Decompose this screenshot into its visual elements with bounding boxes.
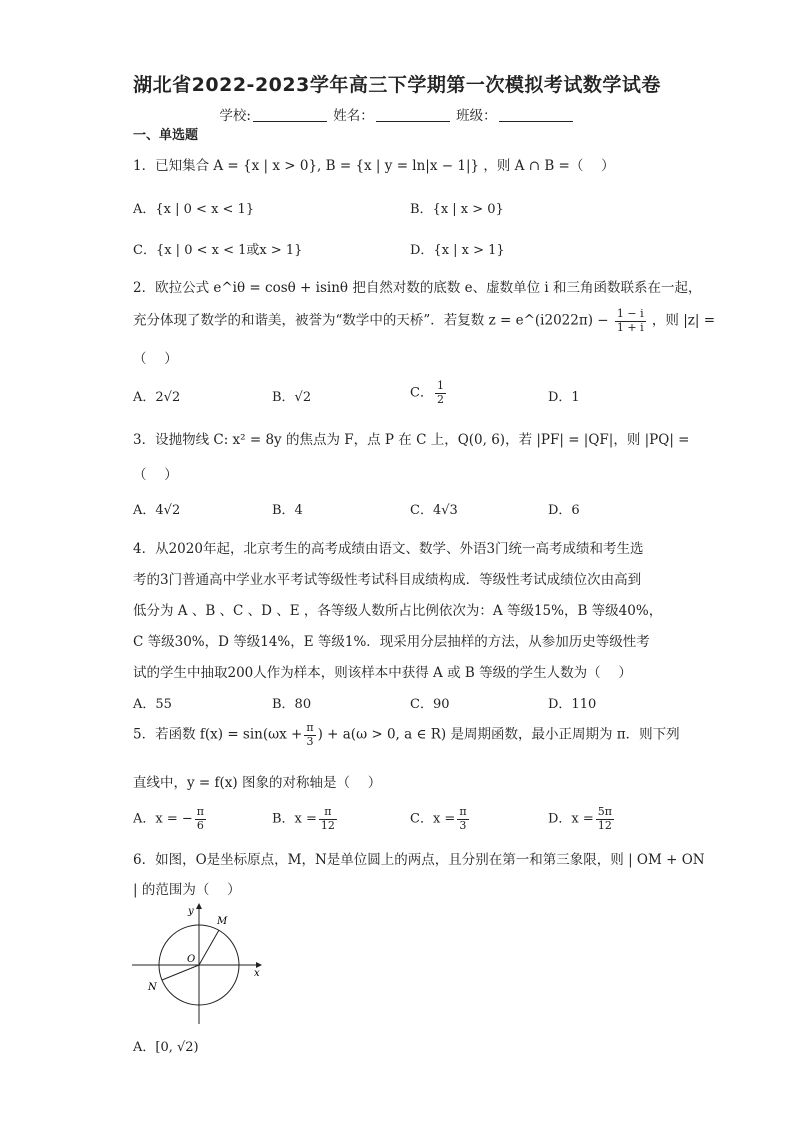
q5-frac-den: 3	[306, 734, 314, 748]
q5-b-label: B．x =	[272, 811, 317, 827]
y-axis-arrow	[196, 903, 202, 909]
q2-paren: （ ）	[133, 351, 178, 367]
page-title: 湖北省2022-2023学年高三下学期第一次模拟考试数学试卷	[133, 74, 661, 96]
q5-c-frac	[457, 806, 468, 832]
q5-line1-text: 5．若函数 f(x) = sin(ωx +	[133, 726, 303, 743]
q4-option-d: D．110	[548, 697, 597, 712]
q5-b-den: 12	[320, 818, 335, 832]
q5-c-den: 3	[459, 818, 467, 832]
q5-b-num: π	[319, 806, 337, 820]
q4-option-c: C．90	[410, 697, 450, 712]
q5-line2: 直线中，y = f(x) 图象的对称轴是（ ）	[133, 775, 382, 791]
q2-line2-tail: ，则 |z| =	[651, 312, 716, 329]
point-n-label: N	[148, 982, 157, 993]
q3-paren: （ ）	[133, 467, 178, 483]
q5-line1-tail: ) + a(ω > 0, a ∈ R) 是周期函数，最小正周期为 π．则下列	[317, 726, 680, 743]
q2-option-b: B．√2	[272, 390, 312, 405]
q5-d-label: D．x =	[548, 811, 594, 827]
q5-option-b	[272, 806, 339, 832]
q3-option-b: B．4	[272, 503, 303, 518]
q4-line4: C 等级30%，D 等级14%，E 等级1%．现采用分层抽样的方法，从参加历史等级性考	[133, 634, 650, 650]
point-m-label: M	[217, 916, 228, 927]
q2-c-num: 1	[436, 379, 444, 392]
q1-option-a: A．{x | 0 < x < 1}	[133, 202, 255, 217]
q5-option-c	[410, 806, 471, 832]
q5-option-d	[548, 806, 616, 832]
q1-stem: 1．已知集合 A = {x | x > 0}, B = {x | y = ln|x − 1|} ，则 A ∩ B =（ ）	[133, 158, 615, 174]
q5-b-frac	[319, 806, 337, 832]
unit-circle-figure	[130, 900, 266, 1030]
q2-line1: 2．欧拉公式 e^iθ = cosθ + isinθ 把自然对数的底数 e、虚数单位 i 和三角函数联系在一起，	[133, 280, 702, 296]
q5-a-frac	[195, 806, 206, 832]
q2-frac-den: 1 + i	[616, 320, 644, 334]
q5-d-num: 5π	[597, 805, 613, 818]
q3-option-d: D．6	[548, 503, 580, 518]
section-heading: 一、单选题	[133, 128, 199, 143]
segment-om	[199, 930, 219, 965]
q5-option-a	[133, 806, 208, 832]
q5-fraction	[304, 722, 315, 748]
q1-option-c: C．{x | 0 < x < 1或x > 1}	[133, 243, 303, 258]
q6-option-a: A．[0, √2)	[133, 1040, 199, 1055]
q4-line1: 4．从2020年起，北京考生的高考成绩由语文、数学、外语3门统一高考成绩和考生选	[133, 541, 644, 557]
q3-option-c: C．4√3	[410, 503, 458, 518]
q5-c-num: π	[459, 805, 467, 818]
q6-line2: | 的范围为（ ）	[133, 882, 241, 898]
class-blank[interactable]	[499, 107, 573, 122]
origin-label: O	[187, 954, 196, 965]
class-label: 班级：	[456, 108, 497, 124]
name-label: 姓名：	[333, 108, 374, 124]
segment-on	[162, 965, 199, 980]
q4-line5: 试的学生中抽取200人作为样本，则该样本中获得 A 或 B 等级的学生人数为（ ）	[133, 665, 632, 681]
q4-line2: 考的3门普通高中学业水平考试等级性考试科目成绩构成．等级性考试成绩位次由高到	[133, 572, 642, 588]
name-blank[interactable]	[376, 107, 450, 122]
q5-c-label: C．x =	[410, 811, 456, 827]
school-label: 学校:	[219, 108, 251, 124]
q5-a-label: A．x = −	[133, 811, 193, 827]
q2-option-c-label: C．	[410, 385, 433, 401]
q5-line1	[133, 722, 680, 748]
school-blank[interactable]	[253, 107, 327, 122]
q2-fraction	[615, 308, 646, 334]
q5-d-den: 12	[597, 818, 612, 832]
q2-line2	[133, 308, 715, 334]
q2-c-den: 2	[436, 392, 444, 406]
q4-option-b: B．80	[272, 697, 312, 712]
q2-frac-num: 1 − i	[616, 307, 644, 320]
q5-frac-num: π	[306, 721, 314, 734]
q1-option-b: B．{x | x > 0}	[410, 202, 504, 217]
q5-a-num: π	[196, 805, 205, 818]
q1-option-d: D．{x | x > 1}	[410, 243, 505, 258]
q2-option-c	[410, 380, 448, 406]
student-info	[0, 104, 794, 124]
q4-line3: 低分为 A 、B 、C 、D 、E ，各等级人数所占比例依次为：A 等级15%，B 等级40%，	[133, 603, 663, 619]
q3-stem: 3．设抛物线 C: x² = 8y 的焦点为 F，点 P 在 C 上，Q(0, 6)，若 |PF| = |QF|，则 |PQ| =	[133, 432, 690, 448]
q2-option-d: D．1	[548, 390, 580, 405]
y-label: y	[188, 906, 194, 917]
q2-option-c-frac	[435, 380, 446, 406]
q2-option-a: A．2√2	[133, 390, 181, 405]
q5-d-frac	[596, 806, 614, 832]
x-label: x	[254, 968, 260, 979]
q2-line2-text: 充分体现了数学的和谐美，被誉为“数学中的天桥”．若复数 z = e^(i2022π) −	[133, 312, 609, 329]
q6-line1: 6．如图，O是坐标原点，M，N是单位圆上的两点，且分别在第一和第三象限，则 | OM + ON	[133, 852, 705, 868]
q5-a-den: 6	[196, 818, 204, 832]
q3-option-a: A．4√2	[133, 503, 181, 518]
q4-option-a: A．55	[133, 697, 172, 712]
